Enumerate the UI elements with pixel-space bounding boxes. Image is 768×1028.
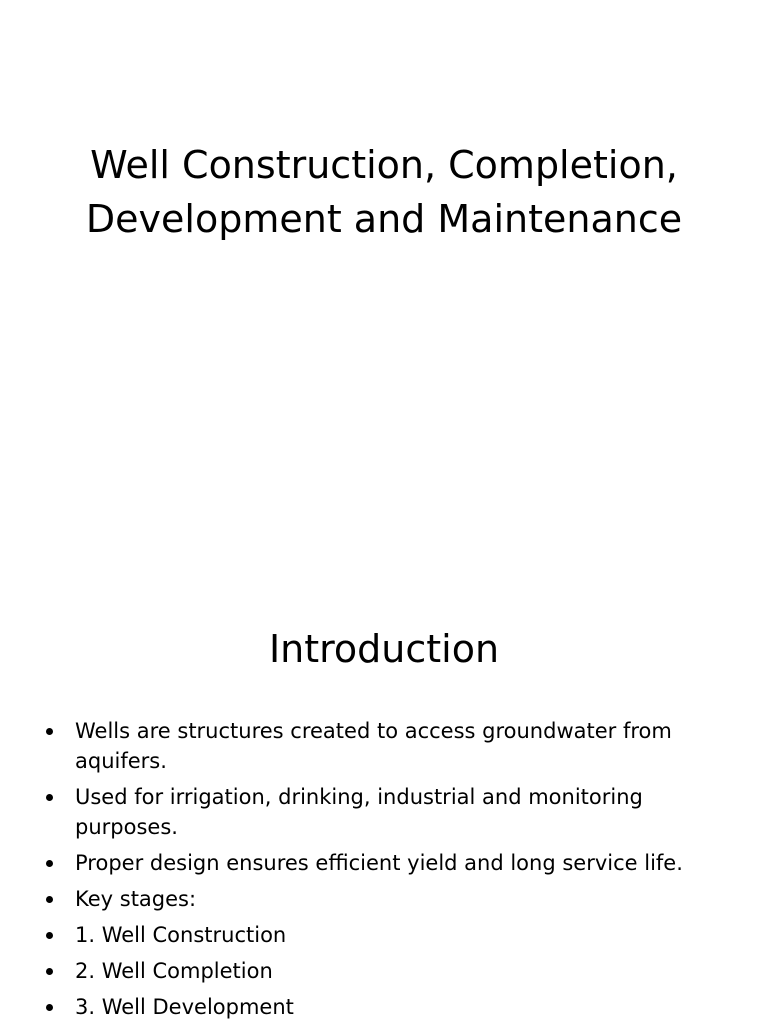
bullet-item <box>38 848 688 878</box>
bullet-dot-icon <box>46 1004 53 1011</box>
bullet-item <box>38 782 688 842</box>
introduction-heading: Introduction <box>268 627 500 671</box>
bullet-dot-icon <box>46 728 53 735</box>
bullet-item <box>38 920 688 950</box>
bullet-text: Proper design ensures efficient yield and long service life. <box>75 851 683 875</box>
slide-title-line-1: Well Construction, Completion, <box>90 143 678 187</box>
bullet-text: 3. Well Development <box>75 995 294 1019</box>
bullet-dot-icon <box>46 794 53 801</box>
bullet-text: 2. Well Completion <box>75 959 273 983</box>
bullet-item <box>38 716 688 776</box>
bullet-dot-icon <box>46 932 53 939</box>
slide-title-line-2: Development and Maintenance <box>85 197 683 241</box>
introduction-bullet-list <box>38 716 688 1028</box>
introduction-slide <box>0 576 768 1024</box>
bullet-dot-icon <box>46 860 53 867</box>
slide-title <box>40 138 728 246</box>
bullet-item <box>38 884 688 914</box>
bullet-item <box>38 992 688 1022</box>
bullet-text: Used for irrigation, drinking, industrial and monitoring purposes. <box>75 785 643 839</box>
bullet-text: 1. Well Construction <box>75 923 287 947</box>
bullet-dot-icon <box>46 968 53 975</box>
bullet-text: Wells are structures created to access groundwater from aquifers. <box>75 719 672 773</box>
bullet-text: Key stages: <box>75 887 197 911</box>
bullet-dot-icon <box>46 896 53 903</box>
bullet-item <box>38 956 688 986</box>
